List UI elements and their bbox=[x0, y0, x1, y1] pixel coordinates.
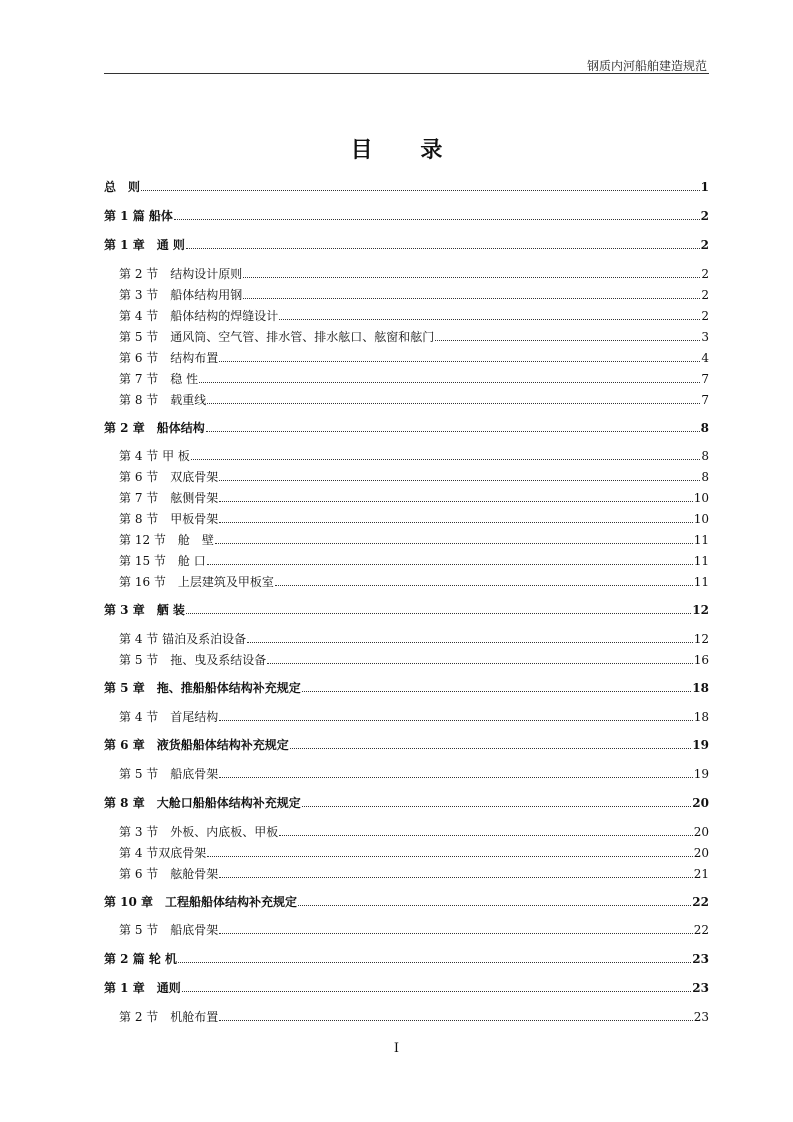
header-title: 钢质内河船舶建造规范 bbox=[586, 59, 707, 73]
toc-entry-label: 第 2 章 船体结构 bbox=[104, 421, 205, 435]
toc-entry-label: 第 6 节 结构布置 bbox=[119, 351, 219, 365]
dot-leader bbox=[302, 680, 692, 692]
toc-entry-page: 19 bbox=[692, 738, 709, 752]
dot-leader bbox=[298, 894, 691, 906]
toc-entry[interactable] bbox=[119, 553, 709, 569]
toc-entry[interactable] bbox=[119, 824, 709, 840]
dot-leader bbox=[219, 1009, 692, 1021]
toc-entry-page: 11 bbox=[693, 533, 709, 547]
toc-entry[interactable] bbox=[104, 894, 709, 910]
dot-leader bbox=[182, 980, 692, 992]
toc-entry-label: 第 2 节 结构设计原则 bbox=[119, 267, 243, 281]
toc-entry-page: 20 bbox=[692, 796, 709, 810]
toc-entry-label: 第 4 节 甲 板 bbox=[119, 449, 190, 463]
dot-leader bbox=[219, 866, 692, 878]
toc-entry-page: 2 bbox=[700, 238, 709, 252]
toc-entry[interactable] bbox=[119, 1009, 709, 1025]
toc-entry-label: 第 2 篇 轮 机 bbox=[104, 952, 178, 966]
dot-leader bbox=[219, 766, 692, 778]
toc-entry-page: 18 bbox=[693, 710, 709, 724]
toc-entry-label: 第 16 节 上层建筑及甲板室 bbox=[119, 575, 274, 589]
toc-entry-page: 22 bbox=[693, 923, 709, 937]
dot-leader bbox=[247, 631, 693, 643]
toc-entry-page: 23 bbox=[693, 1010, 709, 1024]
toc-entry[interactable] bbox=[104, 951, 709, 967]
dot-leader bbox=[141, 179, 700, 191]
toc-entry-label: 第 5 节 拖、曳及系结设备 bbox=[119, 653, 267, 667]
toc-entry-page: 21 bbox=[693, 867, 709, 881]
dot-leader bbox=[302, 795, 692, 807]
toc-entry[interactable] bbox=[119, 448, 709, 464]
toc-entry[interactable] bbox=[104, 602, 709, 618]
toc-entry[interactable] bbox=[104, 795, 709, 811]
toc-entry-label: 第 4 节 首尾结构 bbox=[119, 710, 219, 724]
dot-leader bbox=[243, 287, 700, 299]
toc-entry-page: 1 bbox=[700, 180, 709, 194]
toc-entry[interactable] bbox=[119, 469, 709, 485]
toc-entry[interactable] bbox=[119, 845, 709, 861]
toc-entry[interactable] bbox=[119, 350, 709, 366]
toc-entry-label: 第 4 节 锚泊及系泊设备 bbox=[119, 632, 247, 646]
toc-entry-label: 第 6 节 双底骨架 bbox=[119, 470, 219, 484]
toc-entry[interactable] bbox=[119, 652, 709, 668]
toc-entry-page: 12 bbox=[692, 603, 709, 617]
toc-entry[interactable] bbox=[119, 287, 709, 303]
toc-entry-page: 23 bbox=[692, 981, 709, 995]
toc-entry-label: 第 7 节 舷侧骨架 bbox=[119, 491, 219, 505]
toc-entry-label: 第 12 节 舱 壁 bbox=[119, 533, 214, 547]
dot-leader bbox=[215, 532, 693, 544]
toc-entry[interactable] bbox=[119, 922, 709, 938]
toc-entry[interactable] bbox=[119, 574, 709, 590]
dot-leader bbox=[267, 652, 692, 664]
page-number: I bbox=[393, 1041, 400, 1056]
dot-leader bbox=[243, 266, 700, 278]
dot-leader bbox=[174, 208, 700, 220]
toc-entry-page: 18 bbox=[692, 681, 709, 695]
toc-entry-page: 8 bbox=[700, 421, 709, 435]
toc-entry[interactable] bbox=[104, 420, 709, 436]
toc-entry-page: 4 bbox=[701, 351, 709, 365]
toc-entry-page: 20 bbox=[693, 825, 709, 839]
dot-leader bbox=[219, 469, 700, 481]
toc-entry-label: 第 1 章 通则 bbox=[104, 981, 181, 995]
toc-entry[interactable] bbox=[104, 208, 709, 224]
toc-entry-page: 11 bbox=[693, 575, 709, 589]
toc-entry[interactable] bbox=[119, 308, 709, 324]
toc-entry-page: 20 bbox=[693, 846, 709, 860]
toc-entry-page: 7 bbox=[701, 372, 709, 386]
toc-entry-label: 第 5 节 船底骨架 bbox=[119, 923, 219, 937]
dot-leader bbox=[207, 845, 692, 857]
dot-leader bbox=[207, 392, 700, 404]
toc-entry-page: 2 bbox=[701, 309, 709, 323]
header-divider bbox=[104, 73, 709, 74]
toc-entry[interactable] bbox=[104, 179, 709, 195]
toc-entry-label: 第 6 章 液货船船体结构补充规定 bbox=[104, 738, 289, 752]
toc-entry-page: 2 bbox=[700, 209, 709, 223]
toc-entry[interactable] bbox=[119, 709, 709, 725]
toc-entry[interactable] bbox=[119, 266, 709, 282]
dot-leader bbox=[219, 709, 692, 721]
toc-entry-label: 第 8 节 甲板骨架 bbox=[119, 512, 219, 526]
toc-entry-page: 2 bbox=[701, 267, 709, 281]
toc-entry[interactable] bbox=[119, 392, 709, 408]
toc-entry[interactable] bbox=[104, 980, 709, 996]
dot-leader bbox=[219, 490, 692, 502]
dot-leader bbox=[207, 553, 693, 565]
dot-leader bbox=[219, 922, 692, 934]
toc-entry[interactable] bbox=[119, 866, 709, 882]
dot-leader bbox=[219, 350, 700, 362]
toc-entry-label: 第 5 节 船底骨架 bbox=[119, 767, 219, 781]
toc-entry-page: 23 bbox=[692, 952, 709, 966]
toc-entry-label: 第 3 章 舾 装 bbox=[104, 603, 185, 617]
toc-entry-page: 10 bbox=[693, 491, 709, 505]
toc-entry-label: 第 5 章 拖、推船船体结构补充规定 bbox=[104, 681, 301, 695]
toc-entry[interactable] bbox=[104, 680, 709, 696]
toc-entry-page: 7 bbox=[701, 393, 709, 407]
dot-leader bbox=[206, 420, 700, 432]
dot-leader bbox=[178, 951, 691, 963]
dot-leader bbox=[199, 371, 700, 383]
toc-entry-label: 第 4 节 船体结构的焊缝设计 bbox=[119, 309, 279, 323]
toc-entry-label: 第 6 节 舷舱骨架 bbox=[119, 867, 219, 881]
toc-entry-label: 第 15 节 舱 口 bbox=[119, 554, 206, 568]
dot-leader bbox=[435, 329, 700, 341]
toc-entry[interactable] bbox=[119, 532, 709, 548]
toc-entry-page: 19 bbox=[693, 767, 709, 781]
toc-entry[interactable] bbox=[119, 371, 709, 387]
dot-leader bbox=[191, 448, 700, 460]
toc-entry-label: 第 8 节 载重线 bbox=[119, 393, 207, 407]
toc-entry-page: 2 bbox=[701, 288, 709, 302]
toc-entry-page: 3 bbox=[701, 330, 709, 344]
toc-entry[interactable] bbox=[119, 631, 709, 647]
toc-entry-page: 16 bbox=[693, 653, 709, 667]
toc-entry-label: 第 1 篇 船体 bbox=[104, 209, 173, 223]
dot-leader bbox=[186, 602, 691, 614]
toc-entry[interactable] bbox=[119, 766, 709, 782]
toc-entry-label: 总 则 bbox=[104, 180, 141, 194]
toc-entry-label: 第 4 节双底骨架 bbox=[119, 846, 207, 860]
toc-entry[interactable] bbox=[119, 511, 709, 527]
toc-entry-label: 第 2 节 机舱布置 bbox=[119, 1010, 219, 1024]
toc-entry-label: 第 7 节 稳 性 bbox=[119, 372, 199, 386]
toc-entry[interactable] bbox=[119, 490, 709, 506]
toc-entry[interactable] bbox=[104, 237, 709, 253]
dot-leader bbox=[275, 574, 693, 586]
toc-entry-label: 第 3 节 外板、内底板、甲板 bbox=[119, 825, 279, 839]
toc-entry-page: 10 bbox=[693, 512, 709, 526]
dot-leader bbox=[279, 824, 692, 836]
dot-leader bbox=[290, 737, 692, 749]
toc-entry-label: 第 1 章 通 则 bbox=[104, 238, 185, 252]
toc-entry-page: 22 bbox=[692, 895, 709, 909]
toc-entry[interactable] bbox=[104, 737, 709, 753]
dot-leader bbox=[186, 237, 700, 249]
toc-entry-page: 11 bbox=[693, 554, 709, 568]
toc-entry-label: 第 5 节 通风筒、空气管、排水管、排水舷口、舷窗和舷门 bbox=[119, 330, 435, 344]
toc-entry-label: 第 3 节 船体结构用钢 bbox=[119, 288, 243, 302]
toc-entry-label: 第 10 章 工程船船体结构补充规定 bbox=[104, 895, 298, 909]
toc-entry[interactable] bbox=[119, 329, 709, 345]
dot-leader bbox=[279, 308, 700, 320]
toc-entry-page: 8 bbox=[701, 449, 709, 463]
page-title: 目 录 bbox=[350, 137, 463, 163]
dot-leader bbox=[219, 511, 692, 523]
toc-entry-label: 第 8 章 大舱口船船体结构补充规定 bbox=[104, 796, 301, 810]
toc-entry-page: 8 bbox=[701, 470, 709, 484]
toc-entry-page: 12 bbox=[693, 632, 709, 646]
